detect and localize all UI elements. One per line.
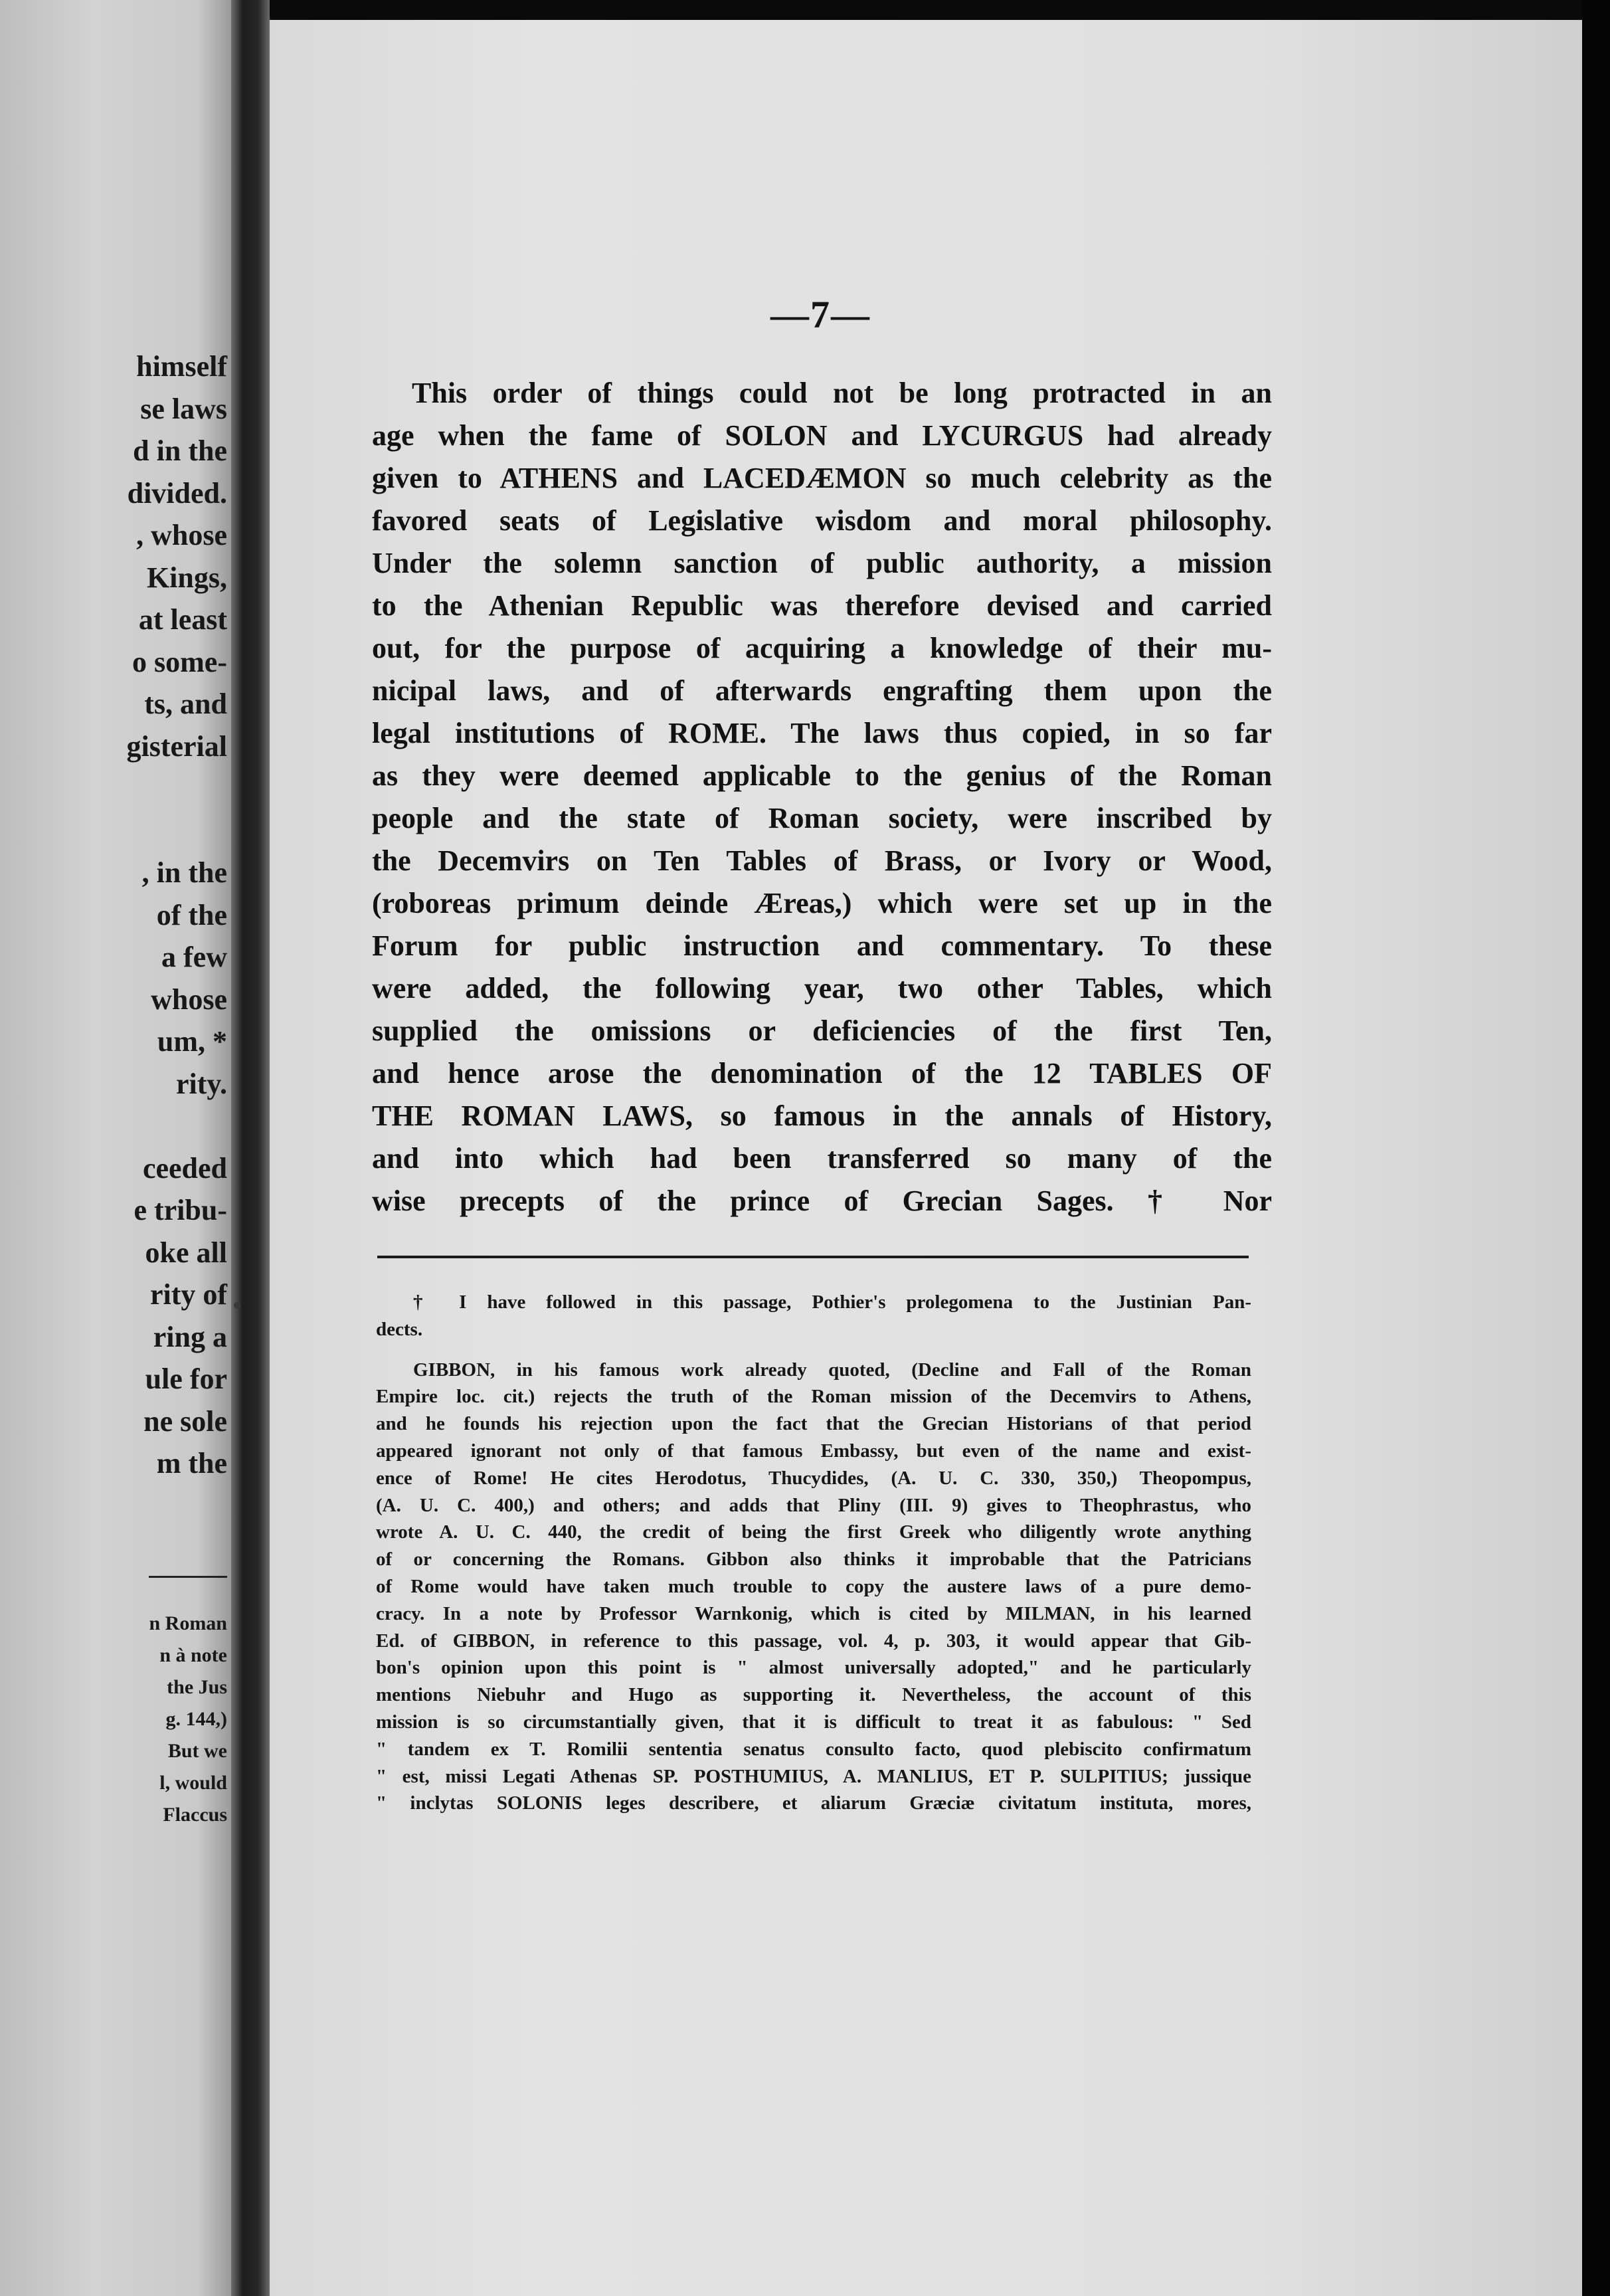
left-page	[0, 0, 231, 2296]
footnote-line: " inclytas SOLONIS leges describere, et aliarum Græciæ civitatum instituta, mores,	[376, 1792, 1251, 1814]
footnote-line: (A. U. C. 400,) and others; and adds that Pliny (III. 9) gives to Theophrastus, who	[376, 1494, 1251, 1516]
left-page-line: ts, and	[144, 688, 227, 720]
left-page-line: e tribu-	[134, 1194, 227, 1226]
main-text-line: wise precepts of the prince of Grecian Sages. † Nor	[372, 1185, 1272, 1217]
main-text-line: favored seats of Legislative wisdom and moral philosophy.	[372, 504, 1272, 537]
left-page-line	[1, 810, 227, 852]
footnote-line: Ed. of GIBBON, in reference to this passage, vol. 4, p. 303, it would appear that Gib-	[376, 1630, 1251, 1652]
main-text-line: out, for the purpose of acquiring a knowledge of their mu-	[372, 632, 1272, 664]
left-page-line: rity.	[176, 1067, 227, 1100]
left-page-line: m the	[156, 1447, 227, 1480]
left-page-line: se laws	[140, 392, 227, 425]
footnote-line: and he founds his rejection upon the fact that the Grecian Historians of that period	[376, 1413, 1251, 1435]
main-text-line: nicipal laws, and of afterwards engrafting them upon the	[372, 674, 1272, 707]
main-text-line: and into which had been transferred so many of the	[372, 1142, 1272, 1175]
left-note-line: l, would	[159, 1772, 227, 1794]
footnotes	[376, 1289, 1251, 1817]
left-page-line: um, *	[157, 1025, 227, 1058]
left-page-line: himself	[136, 350, 227, 383]
footnote-line: " tandem ex T. Romilii sententia senatus consulto facto, quod plebiscito confirmatum	[376, 1738, 1251, 1760]
left-footnote-rule	[149, 1576, 227, 1578]
left-page-line: a few	[161, 941, 227, 973]
left-page-text	[1, 345, 227, 1485]
left-page-line: oke all	[145, 1236, 227, 1269]
footnote-line: wrote A. U. C. 440, the credit of being the first Greek who diligently wrote anything	[376, 1521, 1251, 1543]
left-note-line: n à note	[159, 1644, 227, 1666]
main-text	[372, 372, 1272, 1222]
footnote-line: appeared ignorant not only of that famous Embassy, but even of the name and exist-	[376, 1440, 1251, 1462]
left-page-line: rity of	[149, 1278, 227, 1311]
main-text-line: given to ATHENS and LACEDÆMON so much celebrity as the	[372, 462, 1272, 494]
left-note-line: n Roman	[149, 1612, 227, 1634]
left-page-notes	[1, 1608, 227, 1831]
main-text-line: and hence arose the denomination of the 12 TABLES OF	[372, 1057, 1272, 1090]
main-text-line: Under the solemn sanction of public authority, a mission	[372, 547, 1272, 579]
left-note-line: the Jus	[167, 1676, 227, 1698]
footnote-line: ence of Rome! He cites Herodotus, Thucydides, (A. U. C. 330, 350,) Theopompus,	[376, 1467, 1251, 1489]
left-note-line: But we	[167, 1740, 227, 1762]
left-page-line: ne sole	[143, 1404, 227, 1438]
left-page-line: Kings,	[146, 561, 227, 594]
binding-mark	[234, 1302, 240, 1309]
left-page-line: whose	[151, 983, 227, 1016]
main-text-line: as they were deemed applicable to the genius of the Roman	[372, 759, 1272, 792]
left-page-line: , whose	[136, 519, 227, 551]
left-page-line: of the	[156, 898, 227, 931]
main-text-line: THE ROMAN LAWS, so famous in the annals of History,	[372, 1100, 1272, 1132]
main-text-line: (roboreas primum deinde Æreas,) which were set up in the	[372, 887, 1272, 919]
footnote-line: cracy. In a note by Professor Warnkonig, which is cited by MILMAN, in his learned	[376, 1602, 1251, 1624]
left-note-line: Flaccus	[163, 1804, 227, 1826]
left-page-line: d in the	[133, 434, 227, 467]
left-page-line: ceeded	[142, 1151, 227, 1185]
footnote-rule	[377, 1256, 1249, 1258]
main-text-line: Forum for public instruction and commentary. To these	[372, 929, 1272, 962]
page-number: —7—	[770, 293, 871, 336]
footnote-gibbon	[376, 1357, 1251, 1818]
footnote-line: Empire loc. cit.) rejects the truth of the Roman mission of the Decemvirs to Athens,	[376, 1386, 1251, 1408]
left-page-line: divided.	[127, 476, 227, 510]
main-text-line: age when the fame of SOLON and LYCURGUS had already	[372, 419, 1272, 452]
left-page-line	[1, 767, 227, 810]
scan-border-right	[1582, 0, 1610, 2296]
left-page-line: , in the	[141, 856, 227, 889]
scan-border-top	[270, 0, 1582, 20]
left-page-line: ring a	[153, 1320, 227, 1353]
footnote-pothier	[376, 1289, 1251, 1343]
left-page-line: gisterial	[126, 729, 227, 763]
footnote-line: GIBBON, in his famous work already quoted, (Decline and Fall of the Roman	[413, 1359, 1251, 1381]
left-page-line	[1, 1105, 227, 1147]
left-page-line: at least	[138, 603, 227, 636]
main-text-line: people and the state of Roman society, were inscribed by	[372, 802, 1272, 834]
footnote-line: mission is so circumstantially given, that it is difficult to treat it as fabulous: " Sed	[376, 1711, 1251, 1733]
footnote-line: " est, missi Legati Athenas SP. POSTHUMIUS, A. MANLIUS, ET P. SULPITIUS; jussique	[376, 1765, 1251, 1787]
main-text-line: to the Athenian Republic was therefore devised and carried	[372, 589, 1272, 622]
footnote-line: dects.	[376, 1318, 423, 1340]
main-text-line: the Decemvirs on Ten Tables of Brass, or Ivory or Wood,	[372, 844, 1272, 877]
left-page-line: ule for	[145, 1363, 227, 1395]
main-text-line: legal institutions of ROME. The laws thus copied, in so far	[372, 717, 1272, 749]
footnote-line: of Rome would have taken much trouble to copy the austere laws of a pure demo-	[376, 1575, 1251, 1597]
book-gutter	[231, 0, 270, 2296]
footnote-line: mentions Niebuhr and Hugo as supporting it. Nevertheless, the account of this	[376, 1684, 1251, 1706]
footnote-line: † I have followed in this passage, Pothier's prolegomena to the Justinian Pan-	[413, 1292, 1251, 1313]
left-page-line: o some-	[132, 645, 227, 678]
left-note-line: g. 144,)	[165, 1708, 227, 1730]
footnote-line: bon's opinion upon this point is " almost universally adopted," and he particularly	[376, 1657, 1251, 1679]
main-text-line: supplied the omissions or deficiencies of the first Ten,	[372, 1014, 1272, 1047]
main-text-line: This order of things could not be long protracted in an	[412, 377, 1272, 409]
footnote-line: of or concerning the Romans. Gibbon also thinks it improbable that the Patricians	[376, 1549, 1251, 1571]
main-text-line: were added, the following year, two other Tables, which	[372, 972, 1272, 1004]
